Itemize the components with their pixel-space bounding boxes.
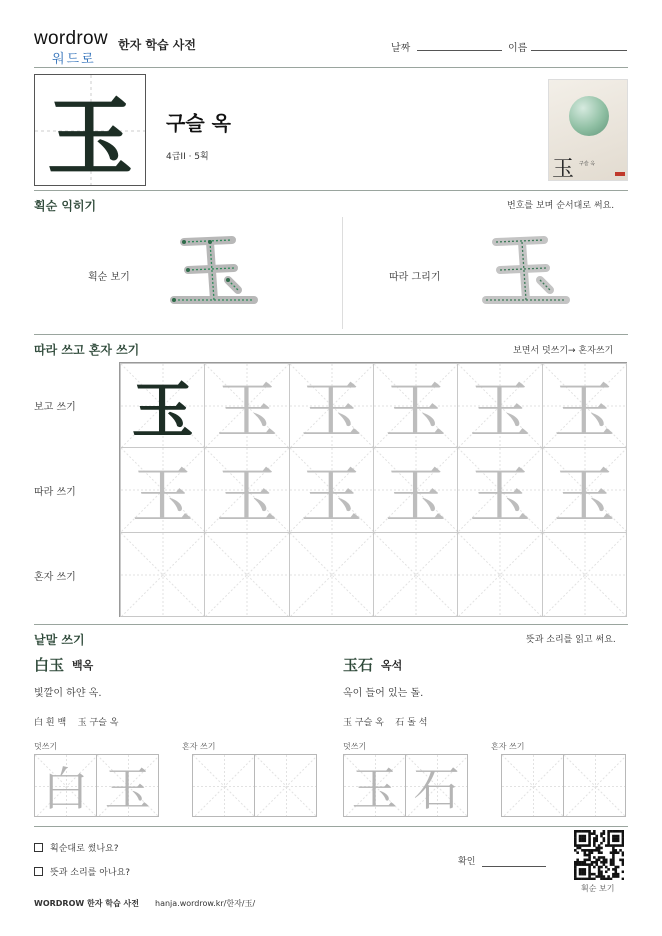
check2-label: 뜻과 소리를 아나요? (50, 868, 131, 878)
divider (34, 624, 628, 625)
practice-char: 玉 (300, 374, 363, 448)
practice-char: 玉 (215, 458, 278, 532)
footer-brand: WORDROW 한자 학습 사전 (34, 899, 139, 908)
word-write-cell[interactable] (563, 754, 626, 817)
word-write-cell[interactable] (405, 754, 468, 817)
words-section-title: 낱말 쓰기 (34, 633, 85, 647)
practice-cell[interactable] (204, 363, 289, 448)
stroke-order-diagram (166, 230, 266, 310)
word-char-readings (34, 715, 118, 728)
practice-char: 玉 (131, 458, 194, 532)
practice-cell[interactable] (289, 447, 374, 532)
practice-char: 玉 (468, 374, 531, 448)
hero-meaning: 구슬 옥 (166, 111, 231, 135)
guide-lines (458, 533, 542, 617)
word-desc: 빛깔이 하얀 옥. (34, 688, 102, 699)
confirm-label: 확인 (458, 857, 476, 867)
self-label: 혼자 쓰기 (182, 742, 216, 751)
guide-lines (121, 533, 205, 617)
word-reading: 옥석 (381, 659, 403, 672)
divider (34, 334, 628, 335)
word-hanja: 白玉 (34, 656, 65, 674)
practice-char: 玉 (384, 374, 447, 448)
date-label: 날짜 (391, 43, 411, 54)
logo-korean: 워드로 (52, 52, 96, 67)
hero-char: 玉 (47, 87, 133, 186)
practice-cell[interactable] (120, 447, 205, 532)
char-1-reading: 흰 백 (45, 718, 67, 728)
words-hint: 뜻과 소리를 읽고 써요. (526, 635, 616, 645)
confirm-field[interactable] (482, 866, 546, 867)
practice-char: 玉 (131, 374, 194, 448)
practice-cell[interactable] (204, 447, 289, 532)
practice-cell[interactable] (289, 363, 374, 448)
practice-cell[interactable] (457, 363, 542, 448)
word-write-cell[interactable] (501, 754, 564, 817)
qr-code-icon[interactable] (574, 830, 624, 880)
word-write-cell[interactable] (192, 754, 255, 817)
jade-bead-icon (569, 96, 609, 136)
trace-label: 덧쓰기 (343, 742, 367, 751)
row-label-self: 혼자 쓰기 (34, 572, 76, 583)
logo (34, 28, 114, 66)
practice-cell[interactable] (289, 532, 374, 617)
hero-char-box (34, 74, 146, 186)
char-1: 玉 (343, 718, 353, 728)
card-tag (615, 172, 625, 176)
word-trace-char: 玉 (351, 761, 398, 816)
hero-info: 4급II · 5획 (166, 152, 209, 162)
practice-section-title: 따라 쓰고 혼자 쓰기 (34, 343, 140, 357)
guide-lines (255, 755, 317, 817)
word-hanja: 玉石 (343, 656, 374, 674)
word-trace-char: 石 (413, 761, 460, 816)
logo-wordmark: wordrow (34, 28, 108, 49)
card-meaning: 구슬 옥 (579, 161, 596, 167)
practice-cell[interactable] (373, 363, 458, 448)
practice-char: 玉 (553, 374, 616, 448)
divider (34, 67, 628, 68)
word-write-cell[interactable] (34, 754, 97, 817)
name-label: 이름 (508, 43, 528, 54)
practice-char: 玉 (300, 458, 363, 532)
trace-label: 덧쓰기 (34, 742, 58, 751)
guide-lines (543, 533, 627, 617)
practice-cell[interactable] (204, 532, 289, 617)
word-trace-char: 白 (42, 761, 89, 816)
date-field[interactable] (417, 50, 502, 51)
word-write-cell[interactable] (254, 754, 317, 817)
practice-cell[interactable] (120, 363, 205, 448)
practice-char: 玉 (215, 374, 278, 448)
stroke-hint: 번호를 보며 순서대로 써요. (507, 201, 615, 211)
divider (34, 826, 628, 827)
char-2: 玉 (77, 718, 87, 728)
char-2-reading: 돌 석 (407, 718, 428, 728)
practice-cell[interactable] (542, 363, 627, 448)
name-field[interactable] (531, 50, 627, 51)
practice-cell[interactable] (542, 447, 627, 532)
checkbox-meaning[interactable] (34, 867, 43, 876)
stroke-trace-diagram[interactable] (478, 230, 578, 310)
char-1-reading: 구슬 옥 (354, 718, 384, 728)
guide-lines (374, 533, 458, 617)
word-desc: 옥이 들어 있는 돌. (343, 688, 424, 699)
check1-label: 획순대로 썼나요? (50, 844, 119, 854)
practice-cell[interactable] (373, 532, 458, 617)
row-label-view: 보고 쓰기 (34, 402, 76, 413)
word-write-cell[interactable] (343, 754, 406, 817)
guide-lines (290, 533, 374, 617)
practice-cell[interactable] (373, 447, 458, 532)
word-trace-char: 玉 (104, 761, 151, 816)
footer-url[interactable]: hanja.wordrow.kr/한자/玉/ (155, 899, 256, 908)
practice-cell[interactable] (120, 532, 205, 617)
header-title: 한자 학습 사전 (118, 38, 196, 52)
divider (34, 190, 628, 191)
practice-cell[interactable] (457, 532, 542, 617)
guide-lines (564, 755, 626, 817)
practice-cell[interactable] (457, 447, 542, 532)
jade-card-image (548, 79, 628, 181)
practice-hint: 보면서 덧쓰기→ 혼자쓰기 (513, 346, 614, 356)
practice-char: 玉 (384, 458, 447, 532)
word-char-readings (343, 715, 427, 728)
stroke-divider (342, 217, 343, 329)
char-2: 石 (395, 718, 405, 728)
stroke-section-title: 획순 익히기 (34, 199, 97, 213)
self-label: 혼자 쓰기 (491, 742, 525, 751)
practice-char: 玉 (468, 458, 531, 532)
card-char: 玉 (552, 157, 575, 181)
practice-cell[interactable] (542, 532, 627, 617)
char-2-reading: 구슬 옥 (89, 718, 119, 728)
row-label-trace: 따라 쓰기 (34, 487, 76, 498)
char-1: 白 (34, 718, 44, 728)
stroke-trace-label: 따라 그리기 (389, 272, 441, 283)
checkbox-stroke-order[interactable] (34, 843, 43, 852)
word-write-cell[interactable] (96, 754, 159, 817)
guide-lines (502, 755, 564, 817)
guide-lines (205, 533, 289, 617)
practice-char: 玉 (553, 458, 616, 532)
guide-lines (193, 755, 255, 817)
stroke-view-label: 획순 보기 (88, 272, 130, 283)
qr-label: 획순 보기 (581, 884, 615, 893)
word-reading: 백옥 (72, 659, 94, 672)
practice-grid (119, 362, 627, 617)
